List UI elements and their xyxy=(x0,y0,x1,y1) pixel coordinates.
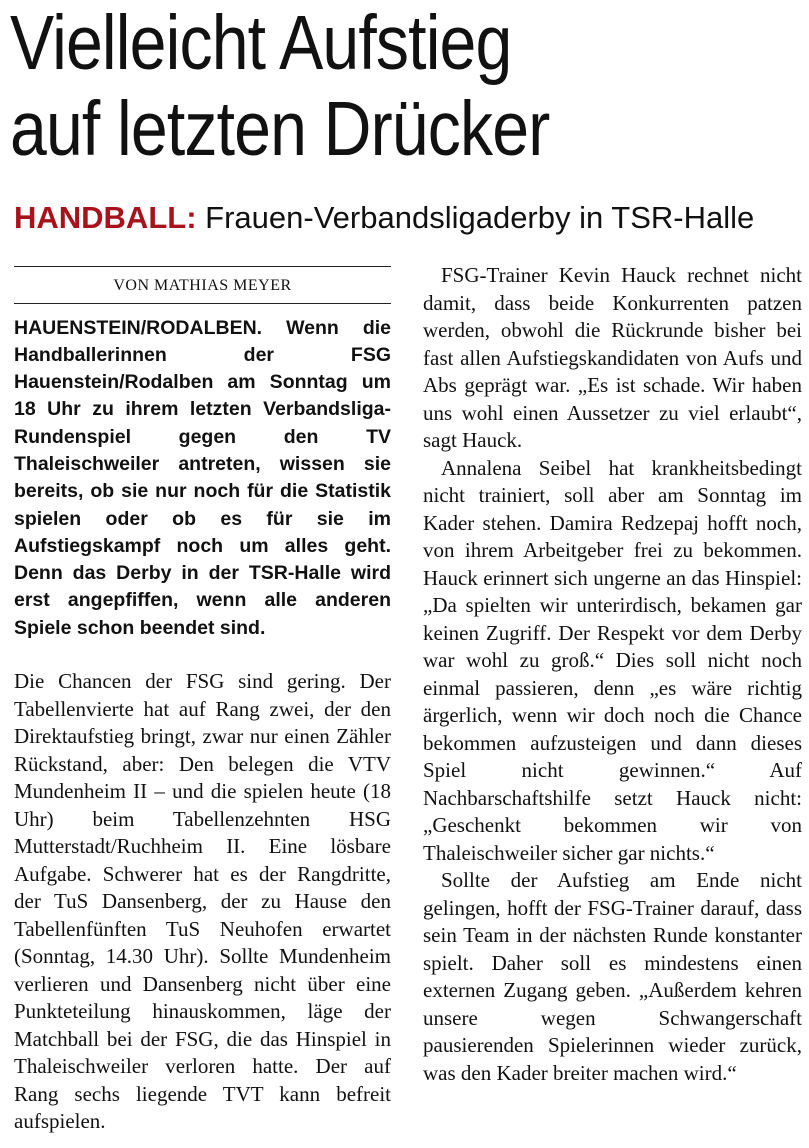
body-paragraph-1: Die Chancen der FSG sind gering. Der Tabellenvierte hat auf Rang zwei, der den Direktaufstieg bringt, zwar nur einen Zähler Rückstand, aber: Den belegen die VTV Mundenheim II – und die spielen heute (18 Uhr) beim Tabellenzehnten HSG Mutterstadt/Ruchheim II. Eine lösbare Aufgabe. Schwerer hat es der Rangdritte, der TuS Dansenberg, der zu Hause den Tabellenfünften TuS Neuhofen erwartet (Sonntag, 14.30 Uhr). Sollte Mundenheim verlieren und Dansenberg nicht über eine Punkteteilung hinauskommen, läge der Matchball bei der FSG, die das Hinspiel in Thaleischweiler verloren hatte. Der auf Rang sechs liegende TVT kann befreit aufspielen. xyxy=(14,669,391,1134)
byline-text: VON MATHIAS MEYER xyxy=(113,277,292,294)
subheadline xyxy=(14,198,804,238)
headline-line-1: Vielleicht Aufstieg xyxy=(10,0,512,86)
body-paragraph-3: Annalena Seibel hat krankheitsbedingt nicht trainiert, soll aber am Sonntag im Kader stehen. Damira Redzepaj hofft noch, von ihrem Arbeitgeber frei zu bekommen. Hauck erinnert sich ungerne an das Hinspiel: „Da spielten wir unterirdisch, bekamen gar keinen Zugriff. Der Respekt vor dem Derby war wohl zu groß.“ Dies soll nicht noch einmal passieren, denn „es wäre richtig ärgerlich, wenn wir doch noch die Chance bekommen aufzusteigen und dann dieses Spiel nicht gewinnen.“ Auf Nachbarschaftshilfe setzt Hauck nicht: „Geschenkt bekommen wir von Thaleischweiler sicher gar nichts.“ xyxy=(423,455,802,865)
kicker: HANDBALL: xyxy=(14,200,197,235)
body-paragraph-4: Sollte der Aufstieg am Ende nicht gelingen, hofft der FSG-Trainer darauf, dass sein Team in der nächsten Runde konstanter spielt. Daher soll es mindestens einen externen Zugang geben. „Außerdem kehren unsere wegen Schwangerschaft pausierenden Spielerinnen wieder zurück, was den Kader breiter machen wird.“ xyxy=(423,868,802,1085)
body-paragraph-2: FSG-Trainer Kevin Hauck rechnet nicht damit, dass beide Konkurrenten patzen werden, obwohl die Rückrunde bisher bei fast allen Aufstiegskandidaten von Aufs und Abs geprägt war. „Es ist schade. Wir haben uns wohl einen Aussetzer zu viel erlaubt“, sagt Hauck. xyxy=(423,263,802,452)
lead-paragraph: HAUENSTEIN/RODALBEN. Wenn die Handballerinnen der FSG Hauenstein/Rodalben am Sonntag um 18 Uhr zu ihrem letzten Verbandsliga-Rundenspiel gegen den TV Thaleischweiler antreten, wissen sie bereits, ob sie nur noch für die Statistik spielen oder ob es für sie im Aufstiegskampf noch um alles geht. Denn das Derby in der TSR-Halle wird erst angepfiffen, wenn alle anderen Spiele schon beendet sind. xyxy=(14,316,391,639)
byline xyxy=(14,266,391,304)
headline xyxy=(10,0,694,172)
column-left xyxy=(14,262,391,1136)
column-right xyxy=(423,262,802,1087)
subtitle: Frauen-Verbandsligaderby in TSR-Halle xyxy=(205,200,755,235)
headline-line-2: auf letzten Drücker xyxy=(10,86,550,172)
